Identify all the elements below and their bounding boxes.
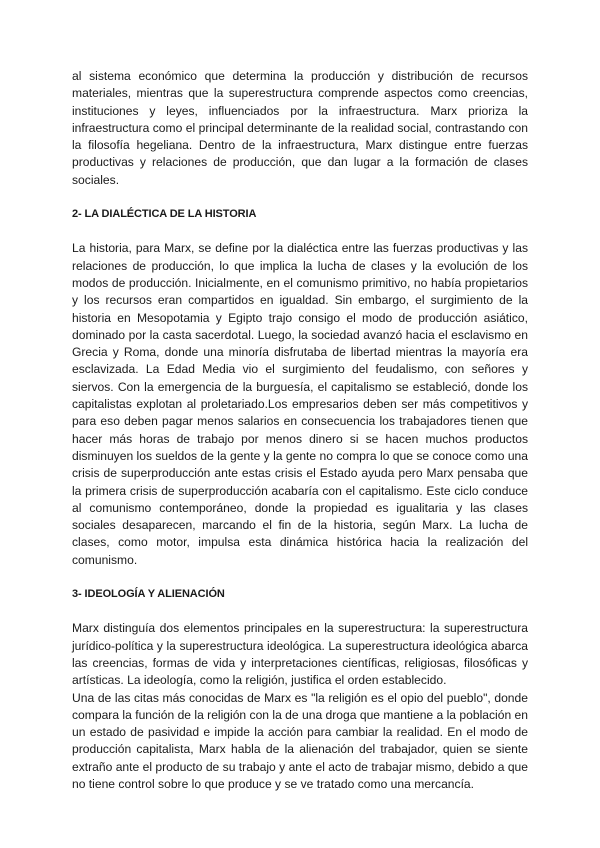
section-heading-ideologia: 3- IDEOLOGÍA Y ALIENACIÓN: [72, 588, 225, 601]
spacer: [72, 189, 528, 206]
section-paragraph-ideologia-1: Marx distinguía dos elementos principales en la superestructura: la superestructura jurídico-política y la superestructura ideológica. La superestructura ideológica abarca las creencias, formas de vida y interpretaciones científicas, religiosas, filosóficas y artísticas. La ideología, como la religión, justifica el orden establecido.: [72, 621, 528, 688]
spacer: [72, 569, 528, 586]
section-paragraph-dialectica: La historia, para Marx, se define por la dialéctica entre las fuerzas productivas y las relaciones de producción, lo que implica la lucha de clases y la evolución de los modos de producción. Inicialmente, en el comunismo primitivo, no había propietarios y los recursos eran compartidos en igualdad. Sin embargo, el surgimiento de la historia en Mesopotamia y Egipto trajo consigo el modo de producción asiático, dominado por la casta sacerdotal. Luego, la sociedad avanzó hacia el esclavismo en Grecia y Roma, donde una minoría disfrutaba de libertad mientras la mayoría era esclavizada. La Edad Media vio el surgimiento del feudalismo, con señores y siervos. Con la emergencia de la burguesía, el capitalismo se estableció, donde los capitalistas explotan al proletariado.Los empresarios deben ser más competitivos y para eso deben pagar menos salarios en consecuencia los trabajadores tienen que hacer más horas de trabajo por menos dinero si se hacen muchos productos disminuyen los sueldos de la gente y la gente no compra lo que se conoce como una crisis de superproducción ante estas crisis el Estado ayuda pero Marx pensaba que la primera crisis de superproducción acabaría con el capitalismo. Este ciclo conduce al comunismo contemporáneo, donde la propiedad es igualitaria y las clases sociales desaparecen, marcando el fin de la historia, según Marx. La lucha de clases, como motor, impulsa esta dinámica histórica hacia la realización del comunismo.: [72, 241, 528, 567]
spacer: [72, 603, 528, 620]
section-paragraph-ideologia-2: Una de las citas más conocidas de Marx es "la religión es el opio del pueblo", donde compara la función de la religión con la de una droga que mantiene a la población en un estado de pasividad e impide la acción para cambiar la realidad. En el modo de producción capitalista, Marx habla de la alienación del trabajador, quien se siente extraño ante el producto de su trabajo y ante el acto de trabajar mismo, debido a que no tiene control sobre lo que produce y se ve tratado como una mercancía.: [72, 690, 528, 791]
section-heading-dialectica: 2- LA DIALÉCTICA DE LA HISTORIA: [72, 208, 257, 221]
spacer: [72, 223, 528, 240]
intro-paragraph: al sistema económico que determina la producción y distribución de recursos materiales, mientras que la superestructura comprende aspectos como creencias, instituciones y leyes, influenciados por la infraestructura. Marx prioriza la infraestructura como el principal determinante de la realidad social, contrastando con la filosofía hegeliana. Dentro de la infraestructura, Marx distingue entre fuerzas productivas y relaciones de producción, que dan lugar a la formación de clases sociales.: [72, 69, 528, 187]
document-page: [72, 68, 528, 793]
